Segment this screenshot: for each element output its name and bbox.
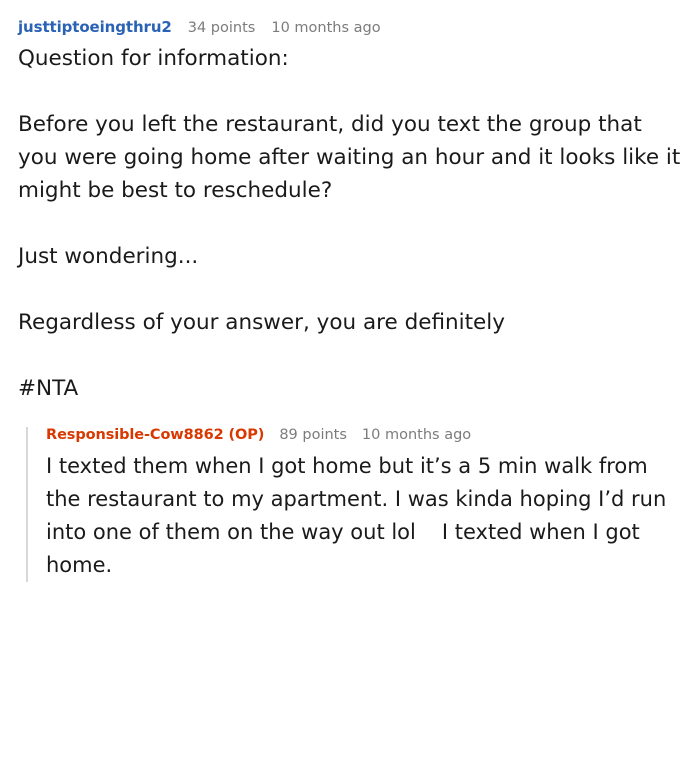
comment-points: 34 points bbox=[187, 20, 256, 36]
reply-points: 89 points bbox=[279, 427, 347, 443]
reply-author[interactable]: Responsible-Cow8862 (OP) bbox=[46, 427, 265, 443]
comment-paragraph: Just wondering... bbox=[18, 244, 199, 269]
reply-text-part2: I texted when I got home. bbox=[46, 520, 640, 577]
reply-comment bbox=[26, 427, 682, 582]
comment-paragraph: Question for information: bbox=[18, 46, 289, 71]
comment-timestamp: 10 months ago bbox=[271, 20, 381, 36]
comment-meta bbox=[18, 18, 682, 36]
comment-paragraph: Regardless of your answer, you are definitely bbox=[18, 310, 505, 335]
reply-paragraph bbox=[46, 450, 682, 582]
comment-body bbox=[18, 42, 682, 405]
reply-timestamp: 10 months ago bbox=[361, 427, 472, 443]
reply-meta bbox=[46, 427, 682, 443]
comment-paragraph: #NTA bbox=[18, 376, 79, 401]
reply-text-part1: I texted them when I got home but it’s a 5 min walk from the restaurant to my apartment. I was kinda hoping I’d run into one of them on the way out lol bbox=[46, 454, 667, 544]
comment bbox=[18, 18, 682, 405]
comment-paragraph: Before you left the restaurant, did you text the group that you were going home after waiting an hour and it looks like it might be best to reschedule? bbox=[18, 112, 681, 203]
reply-body bbox=[46, 450, 682, 582]
comment-author[interactable]: justtiptoeingthru2 bbox=[18, 18, 172, 36]
